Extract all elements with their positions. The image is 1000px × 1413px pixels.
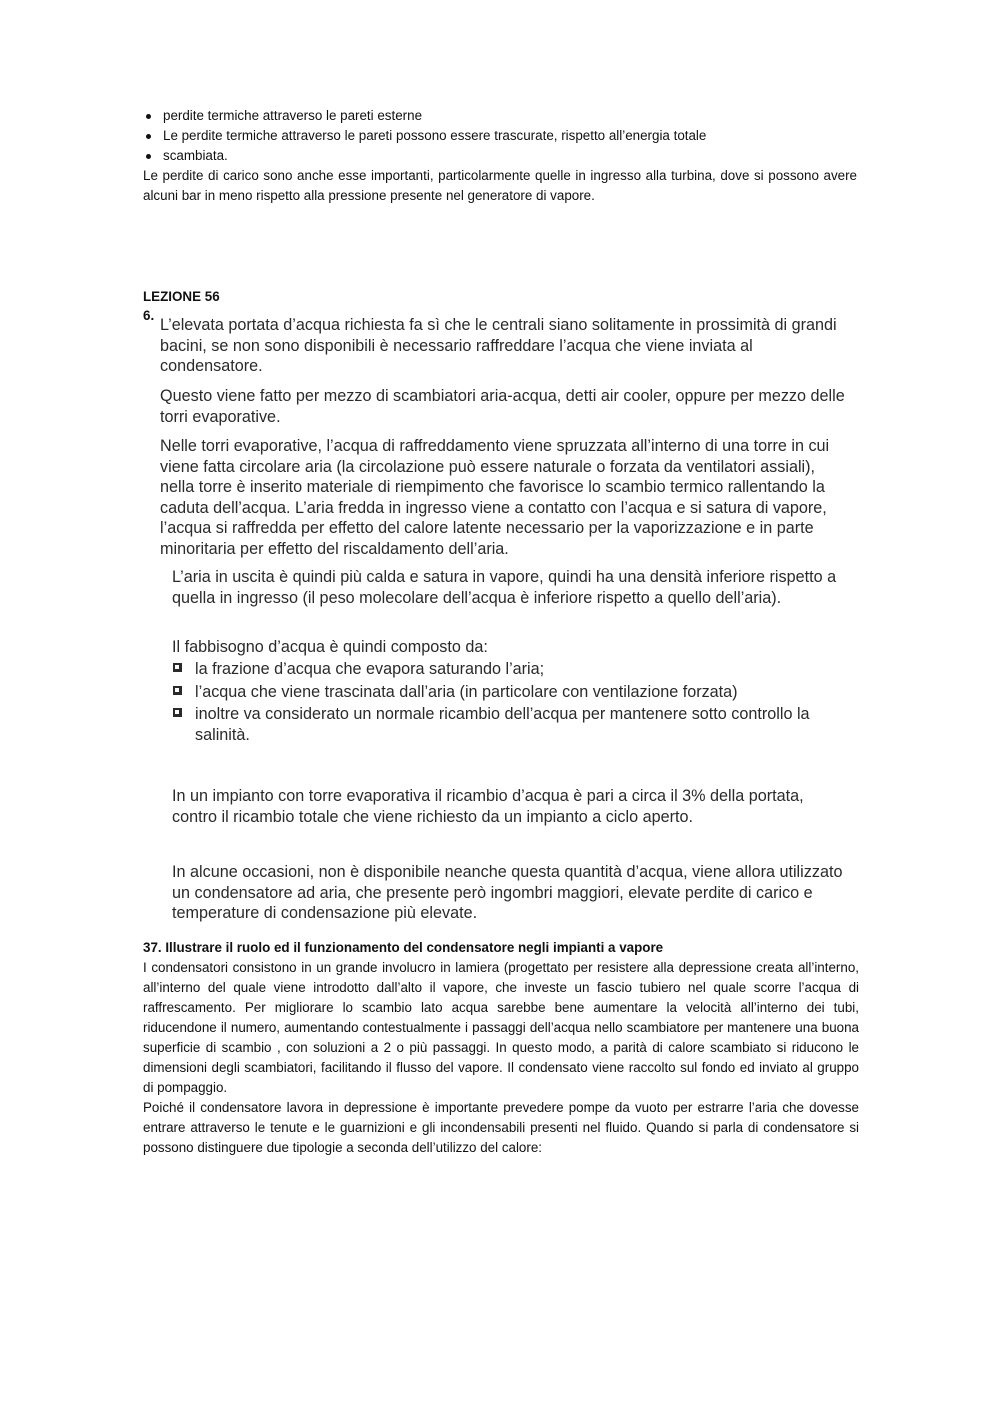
scan-paragraph: Questo viene fatto per mezzo di scambiatori aria-acqua, detti air cooler, oppure per mezzo delle torri evaporative.	[160, 387, 845, 426]
scan-paragraph: In alcune occasioni, non è disponibile neanche questa quantità d’acqua, viene allora utilizzato un condensatore ad aria, che presente però ingombri maggiori, elevate perdite di carico e temperature di condensazione più elevate.	[172, 863, 843, 922]
scan-paragraph: In un impianto con torre evaporativa il ricambio d’acqua è pari a circa il 3% della portata, contro il ricambio totale che viene richiesto da un impianto a ciclo aperto.	[172, 787, 804, 826]
bullet-item: perdite termiche attraverso le pareti esterne	[143, 106, 863, 126]
list-item	[172, 659, 852, 680]
checkbox-square-icon	[173, 708, 182, 717]
list-item	[172, 682, 852, 703]
bullet-item: Le perdite termiche attraverso le pareti possono essere trascurate, rispetto all’energia totale	[143, 126, 863, 146]
question-number: 6.	[143, 308, 155, 323]
scan-paragraph: L’elevata portata d’acqua richiesta fa sì che le centrali siano solitamente in prossimità di grandi bacini, se non sono disponibili è necessario raffreddare l’acqua che viene inviata al condensatore.	[160, 316, 837, 375]
checkbox-square-icon	[173, 686, 182, 695]
bullet-list	[143, 106, 863, 166]
bullet-item: scambiata.	[143, 146, 863, 166]
lesson-heading: LEZIONE 56	[143, 289, 220, 304]
list-item	[172, 704, 852, 745]
checkbox-square-icon	[173, 663, 182, 672]
section-heading: 37. Illustrare il ruolo ed il funzionamento del condensatore negli impianti a vapore	[143, 940, 664, 955]
scan-paragraph: L’aria in uscita è quindi più calda e satura in vapore, quindi ha una densità inferiore rispetto a quella in ingresso (il peso molecolare dell’acqua è inferiore rispetto a quello dell’aria).	[172, 568, 837, 607]
scan-paragraph: Il fabbisogno d’acqua è quindi composto da:	[172, 638, 488, 656]
paragraph-pressure-losses: Le perdite di carico sono anche esse importanti, particolarmente quelle in ingresso alla turbina, dove si possono avere alcuni bar in meno rispetto alla pressione presente nel generatore di vapore.	[143, 168, 857, 203]
scan-paragraph: Nelle torri evaporative, l’acqua di raffreddamento viene spruzzata all’interno di una torre in cui viene fatta circolare aria (la circolazione può essere naturale o forzata da ventilatori assiali), nella torre è inserito materiale di riempimento che favorisce lo scambio termico rallentando la caduta dell’acqua. L’aria fredda in ingresso viene a contatto con l’acqua e si satura di vapore, l’acqua si raffredda per effetto del calore latente necessario per la vaporizzazione e in parte minoritaria per effetto del riscaldamento dell’aria.	[160, 437, 830, 558]
condenser-text	[143, 958, 859, 1158]
list-item-text: l’acqua che viene trascinata dall’aria (in particolare con ventilazione forzata)	[195, 682, 738, 701]
paragraph: I condensatori consistono in un grande involucro in lamiera (progettato per resistere alla depressione creata all’interno, all’interno del quale viene introdotto dall’alto il vapore, che investe un fascio tubiero nel quale scorre l’acqua di raffrescamento. Per migliorare lo scambio lato acqua sarebbe bene aumentare la velocità all’interno dei tubi, riducendone il numero, aumentando contestualmente i passaggi dell’acqua nello scambiatore per mantenere una buona superficie di scambio , con soluzioni a 2 o più passaggi. In questo modo, a parità di calore scambiato si riducono le dimensioni degli scambiatori, facilitando il flusso del vapore. Il condensato viene raccolto sul fondo ed inviato al gruppo di pompaggio.	[143, 960, 859, 1095]
list-item-text: la frazione d’acqua che evapora saturando l’aria;	[195, 660, 545, 678]
paragraph: Poiché il condensatore lavora in depressione è importante prevedere pompe da vuoto per estrarre l’aria che dovesse entrare attraverso le tenute e le guarnizioni e gli incondensabili presenti nel fluido. Quando si parla di condensatore si possono distinguere due tipologie a seconda dell’utilizzo del calore:	[143, 1100, 859, 1155]
list-item-text: inoltre va considerato un normale ricambio dell’acqua per mantenere sotto controllo la salinità.	[195, 705, 810, 744]
checkbox-list	[172, 659, 852, 747]
